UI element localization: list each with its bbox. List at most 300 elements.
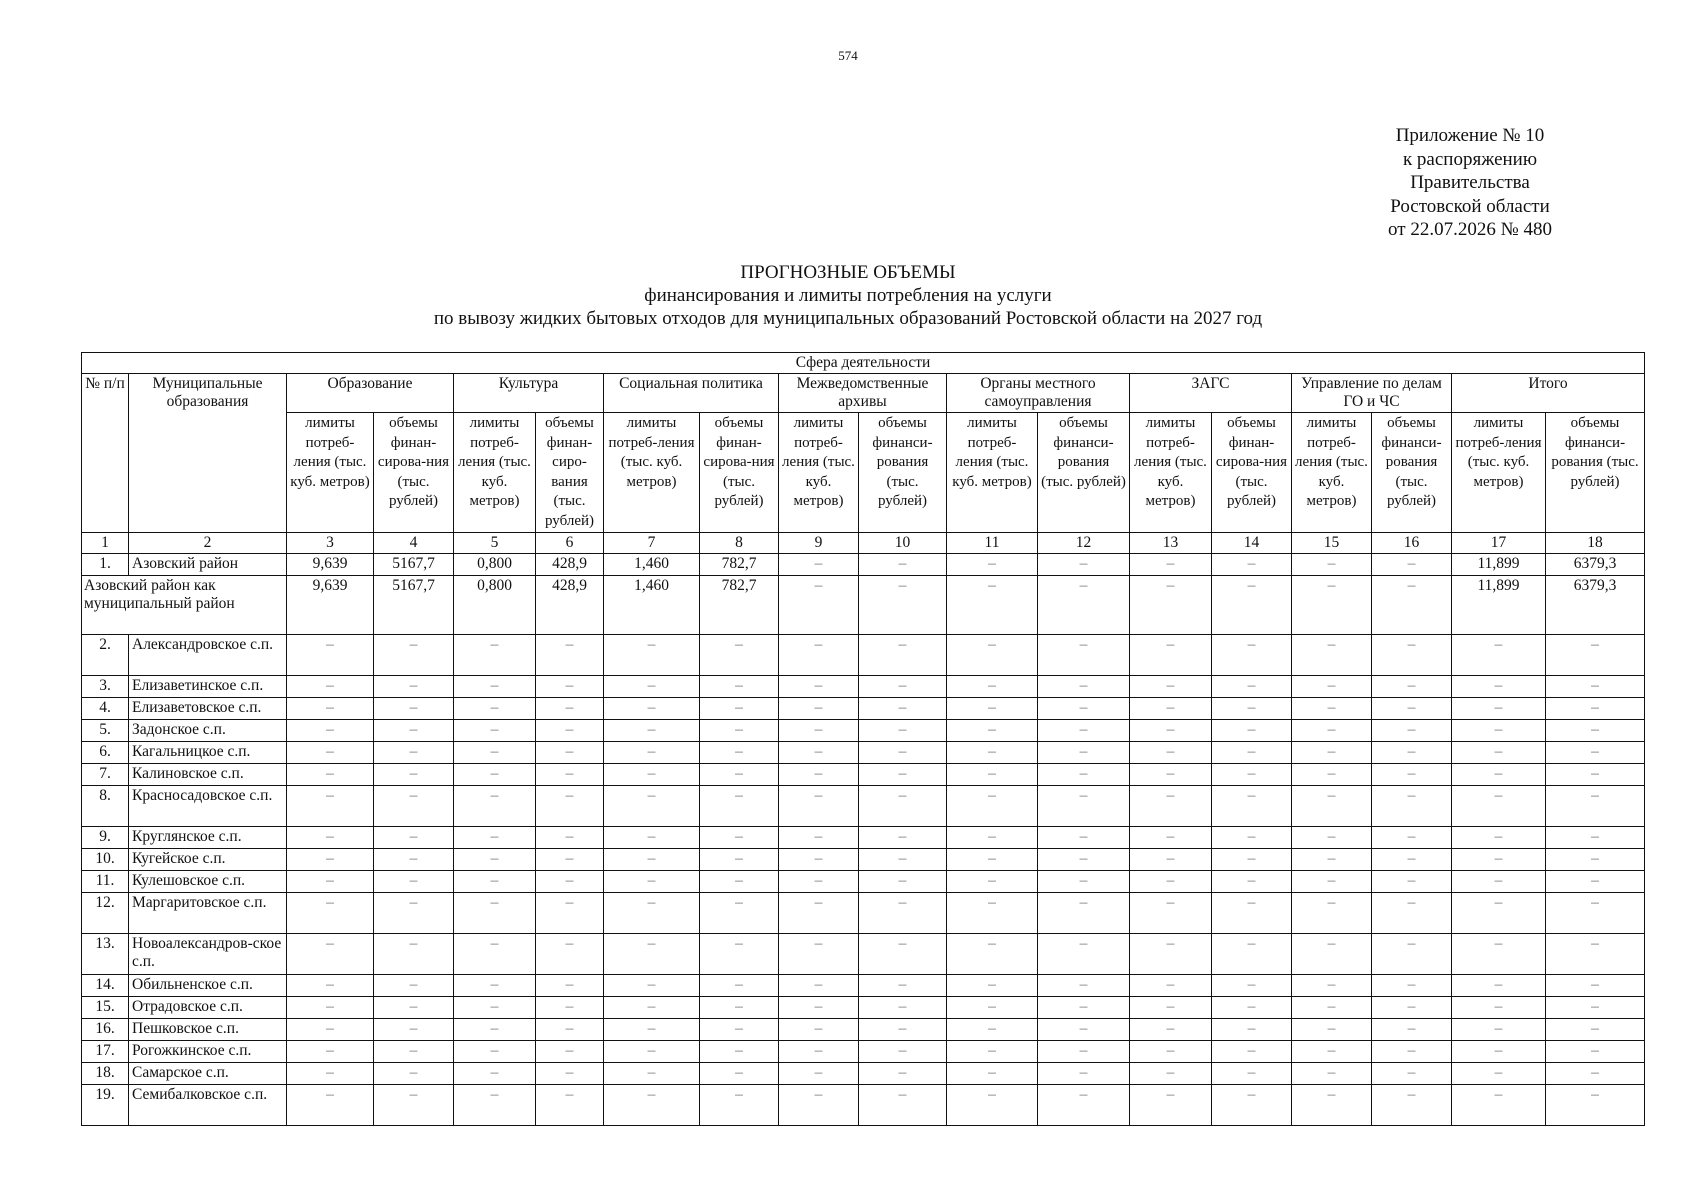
group-header: ЗАГС [1130, 374, 1292, 413]
value-cell: 428,9 [536, 576, 604, 635]
value-cell: – [1038, 934, 1130, 975]
value-cell: – [454, 786, 536, 827]
value-cell: 1,460 [604, 576, 700, 635]
value-cell: – [1212, 576, 1292, 635]
value-cell: – [1452, 1063, 1546, 1085]
appendix-line: Ростовской области [1390, 195, 1550, 217]
value-cell: – [700, 934, 779, 975]
value-cell: – [1212, 975, 1292, 997]
value-cell: – [536, 786, 604, 827]
value-cell: – [536, 720, 604, 742]
group-header: Органы местного самоуправления [947, 374, 1130, 413]
value-cell: – [1372, 635, 1452, 676]
value-cell: – [454, 871, 536, 893]
value-cell: – [947, 871, 1038, 893]
value-cell: – [779, 554, 859, 576]
value-cell: 6379,3 [1546, 554, 1645, 576]
table-row [82, 1019, 1645, 1041]
value-cell: 5167,7 [374, 554, 454, 576]
value-cell: – [779, 997, 859, 1019]
value-cell: – [1130, 742, 1212, 764]
value-cell: – [1130, 1085, 1212, 1126]
table-row [82, 742, 1645, 764]
value-cell: – [779, 1063, 859, 1085]
value-cell: – [1546, 786, 1645, 827]
value-cell: – [1038, 1041, 1130, 1063]
value-cell: – [1038, 742, 1130, 764]
value-cell: – [374, 1041, 454, 1063]
value-cell: – [700, 849, 779, 871]
appendix-note [1360, 124, 1580, 242]
value-cell: – [1212, 720, 1292, 742]
value-cell: – [1292, 975, 1372, 997]
value-cell: – [1130, 1063, 1212, 1085]
column-number-cell: 2 [129, 533, 287, 554]
value-cell: – [947, 1041, 1038, 1063]
column-number-cell: 6 [536, 533, 604, 554]
value-cell: – [779, 827, 859, 849]
value-cell: – [1372, 698, 1452, 720]
value-cell: – [287, 698, 374, 720]
value-cell: – [859, 676, 947, 698]
value-cell: – [1372, 576, 1452, 635]
value-cell: 782,7 [700, 576, 779, 635]
value-cell: – [1292, 698, 1372, 720]
subheader-cell: объемы финанси-рования (тыс. рублей) [1372, 413, 1452, 533]
value-cell: – [1130, 1019, 1212, 1041]
value-cell: – [536, 849, 604, 871]
value-cell: – [536, 934, 604, 975]
value-cell: – [1038, 764, 1130, 786]
value-cell: – [604, 698, 700, 720]
value-cell: – [1130, 786, 1212, 827]
municipality-name-cell: Кулешовское с.п. [129, 871, 287, 893]
value-cell: – [1452, 764, 1546, 786]
value-cell: – [1038, 698, 1130, 720]
value-cell: – [859, 554, 947, 576]
value-cell: – [374, 849, 454, 871]
value-cell: – [1130, 576, 1212, 635]
value-cell: – [1130, 827, 1212, 849]
value-cell: – [779, 1041, 859, 1063]
group-header: Межведомственные архивы [779, 374, 947, 413]
municipality-name-cell: Александровское с.п. [129, 635, 287, 676]
value-cell: – [1130, 1041, 1212, 1063]
column-number-cell: 11 [947, 533, 1038, 554]
value-cell: – [604, 934, 700, 975]
row-number-cell: 13. [82, 934, 129, 975]
value-cell: – [604, 764, 700, 786]
value-cell: – [1372, 764, 1452, 786]
value-cell: 1,460 [604, 554, 700, 576]
value-cell: – [1452, 742, 1546, 764]
value-cell: – [700, 742, 779, 764]
value-cell: – [374, 934, 454, 975]
value-cell: – [700, 871, 779, 893]
value-cell: – [1130, 871, 1212, 893]
value-cell: – [947, 742, 1038, 764]
value-cell: – [700, 893, 779, 934]
value-cell: – [604, 676, 700, 698]
value-cell: – [604, 975, 700, 997]
value-cell: – [1292, 554, 1372, 576]
table-row [82, 827, 1645, 849]
subheader-cell: лимиты потреб-ления (тыс. куб. метров) [1292, 413, 1372, 533]
value-cell: – [287, 786, 374, 827]
value-cell: – [454, 1085, 536, 1126]
column-number-cell: 4 [374, 533, 454, 554]
appendix-line: к распоряжению [1402, 148, 1538, 170]
value-cell: – [947, 635, 1038, 676]
value-cell: – [1452, 698, 1546, 720]
value-cell: – [1452, 635, 1546, 676]
value-cell: – [947, 1019, 1038, 1041]
row-number-cell: 3. [82, 676, 129, 698]
value-cell: – [1038, 893, 1130, 934]
value-cell: – [1130, 676, 1212, 698]
column-number-cell: 12 [1038, 533, 1130, 554]
title-line-1: ПРОГНОЗНЫЕ ОБЪЕМЫ [740, 262, 956, 283]
subheader-cell: объемы финан-сирова-ния (тыс. рублей) [1212, 413, 1292, 533]
municipality-name-cell: Обильненское с.п. [129, 975, 287, 997]
value-cell: – [1212, 1019, 1292, 1041]
value-cell: – [454, 827, 536, 849]
value-cell: – [536, 1019, 604, 1041]
value-cell: – [1292, 893, 1372, 934]
value-cell: – [1130, 764, 1212, 786]
value-cell: – [1130, 893, 1212, 934]
value-cell: – [1038, 975, 1130, 997]
value-cell: 428,9 [536, 554, 604, 576]
row-number-cell: 17. [82, 1041, 129, 1063]
value-cell: – [1212, 764, 1292, 786]
value-cell: – [1372, 554, 1452, 576]
value-cell: – [287, 676, 374, 698]
value-cell: – [779, 871, 859, 893]
row-number-cell: 9. [82, 827, 129, 849]
value-cell: – [700, 698, 779, 720]
value-cell: – [454, 742, 536, 764]
value-cell: – [1292, 635, 1372, 676]
value-cell: – [1212, 698, 1292, 720]
municipality-name-cell: Елизаветовское с.п. [129, 698, 287, 720]
row-number-cell: 14. [82, 975, 129, 997]
subheader-cell: объемы финанси-рования (тыс. рублей) [859, 413, 947, 533]
value-cell: – [454, 849, 536, 871]
table-row [82, 893, 1645, 934]
value-cell: – [1452, 934, 1546, 975]
value-cell: – [1372, 1063, 1452, 1085]
appendix-line: Приложение № 10 [1395, 125, 1545, 146]
table-row [82, 1085, 1645, 1126]
value-cell: – [779, 720, 859, 742]
value-cell: – [947, 827, 1038, 849]
value-cell: – [1130, 698, 1212, 720]
table-row [82, 676, 1645, 698]
value-cell: – [947, 849, 1038, 871]
appendix-line: от 22.07.2026 № 480 [1388, 219, 1552, 240]
column-number-cell: 7 [604, 533, 700, 554]
value-cell: – [947, 576, 1038, 635]
value-cell: – [859, 1063, 947, 1085]
table-row [82, 975, 1645, 997]
value-cell: – [1038, 720, 1130, 742]
value-cell: – [536, 893, 604, 934]
row-number-cell: 12. [82, 893, 129, 934]
value-cell: – [536, 871, 604, 893]
value-cell: – [1292, 764, 1372, 786]
row-number-cell: 18. [82, 1063, 129, 1085]
value-cell: – [1292, 676, 1372, 698]
value-cell: – [536, 764, 604, 786]
value-cell: – [1546, 1085, 1645, 1126]
value-cell: – [287, 720, 374, 742]
value-cell: – [1372, 871, 1452, 893]
value-cell: 6379,3 [1546, 576, 1645, 635]
value-cell: – [454, 1019, 536, 1041]
municipality-name-cell: Пешковское с.п. [129, 1019, 287, 1041]
value-cell: – [1452, 1019, 1546, 1041]
value-cell: – [287, 1019, 374, 1041]
municipality-name-cell: Елизаветинское с.п. [129, 676, 287, 698]
value-cell: – [947, 1085, 1038, 1126]
value-cell: – [287, 827, 374, 849]
value-cell: – [536, 1085, 604, 1126]
value-cell: – [859, 893, 947, 934]
value-cell: – [859, 786, 947, 827]
row-number-cell: 6. [82, 742, 129, 764]
value-cell: – [779, 576, 859, 635]
value-cell: – [947, 997, 1038, 1019]
document-title [0, 261, 1696, 330]
value-cell: – [1292, 849, 1372, 871]
value-cell: – [374, 871, 454, 893]
value-cell: – [1212, 635, 1292, 676]
row-number-cell: 16. [82, 1019, 129, 1041]
value-cell: – [604, 1063, 700, 1085]
table-row [82, 635, 1645, 676]
value-cell: – [1452, 849, 1546, 871]
subheader-cell: лимиты потреб-ления (тыс. куб. метров) [779, 413, 859, 533]
value-cell: – [1292, 742, 1372, 764]
value-cell: – [1546, 975, 1645, 997]
value-cell: – [536, 997, 604, 1019]
value-cell: – [1546, 635, 1645, 676]
value-cell: – [947, 554, 1038, 576]
value-cell: – [374, 1085, 454, 1126]
value-cell: – [454, 764, 536, 786]
value-cell: – [1212, 997, 1292, 1019]
financing-table [81, 352, 1645, 1126]
value-cell: – [287, 1041, 374, 1063]
value-cell: – [1452, 786, 1546, 827]
value-cell: – [454, 934, 536, 975]
subheader-cell: лимиты потреб-ления (тыс. куб. метров) [947, 413, 1038, 533]
value-cell: – [1292, 871, 1372, 893]
value-cell: – [700, 676, 779, 698]
value-cell: – [700, 827, 779, 849]
value-cell: – [1452, 893, 1546, 934]
value-cell: – [700, 635, 779, 676]
value-cell: – [700, 1041, 779, 1063]
value-cell: – [604, 997, 700, 1019]
table-row [82, 554, 1645, 576]
table-row [82, 871, 1645, 893]
value-cell: – [859, 997, 947, 1019]
municipality-name-cell: Рогожкинское с.п. [129, 1041, 287, 1063]
value-cell: – [1038, 871, 1130, 893]
value-cell: – [859, 827, 947, 849]
subheader-cell: лимиты потреб-ления (тыс. куб. метров) [287, 413, 374, 533]
subheader-cell: лимиты потреб-ления (тыс. куб. метров) [1130, 413, 1212, 533]
table-row [82, 934, 1645, 975]
value-cell: – [859, 871, 947, 893]
value-cell: 9,639 [287, 576, 374, 635]
municipality-name-cell: Задонское с.п. [129, 720, 287, 742]
subheader-cell: объемы финан-сирова-ния (тыс. рублей) [374, 413, 454, 533]
table-row [82, 997, 1645, 1019]
value-cell: – [1292, 720, 1372, 742]
value-cell: – [1038, 635, 1130, 676]
value-cell: – [287, 893, 374, 934]
value-cell: – [947, 1063, 1038, 1085]
subheader-cell: лимиты потреб-ления (тыс. куб. метров) [1452, 413, 1546, 533]
table-row [82, 849, 1645, 871]
value-cell: – [779, 764, 859, 786]
value-cell: – [1452, 720, 1546, 742]
value-cell: – [1038, 849, 1130, 871]
value-cell: – [454, 1041, 536, 1063]
municipality-name-cell: Красносадовское с.п. [129, 786, 287, 827]
value-cell: – [779, 1085, 859, 1126]
value-cell: – [700, 975, 779, 997]
value-cell: – [1546, 1041, 1645, 1063]
column-number-cell: 14 [1212, 533, 1292, 554]
value-cell: – [700, 1085, 779, 1126]
value-cell: – [536, 635, 604, 676]
value-cell: – [604, 742, 700, 764]
row-number-cell: 7. [82, 764, 129, 786]
value-cell: – [287, 764, 374, 786]
value-cell: – [604, 720, 700, 742]
value-cell: – [1292, 576, 1372, 635]
value-cell: – [374, 893, 454, 934]
value-cell: – [604, 849, 700, 871]
municipality-name-cell: Самарское с.п. [129, 1063, 287, 1085]
value-cell: – [1292, 934, 1372, 975]
value-cell: – [1292, 827, 1372, 849]
value-cell: – [454, 635, 536, 676]
value-cell: – [1292, 1041, 1372, 1063]
column-number-cell: 8 [700, 533, 779, 554]
value-cell: – [1546, 764, 1645, 786]
value-cell: – [859, 1019, 947, 1041]
value-cell: – [454, 1063, 536, 1085]
value-cell: – [287, 635, 374, 676]
value-cell: – [1372, 1019, 1452, 1041]
value-cell: – [1212, 742, 1292, 764]
value-cell: – [1212, 676, 1292, 698]
value-cell: – [374, 764, 454, 786]
value-cell: – [779, 742, 859, 764]
value-cell: – [374, 742, 454, 764]
value-cell: – [1038, 576, 1130, 635]
value-cell: – [1292, 1085, 1372, 1126]
value-cell: – [859, 720, 947, 742]
table-row [82, 1063, 1645, 1085]
table-row [82, 764, 1645, 786]
table-row [82, 720, 1645, 742]
value-cell: – [779, 975, 859, 997]
value-cell: – [859, 764, 947, 786]
value-cell: – [604, 635, 700, 676]
municipality-name-cell: Круглянское с.п. [129, 827, 287, 849]
row-number-cell: 15. [82, 997, 129, 1019]
municipality-name-cell: Отрадовское с.п. [129, 997, 287, 1019]
value-cell: – [454, 893, 536, 934]
column-number-cell: 9 [779, 533, 859, 554]
page-number: 574 [838, 48, 858, 63]
row-number-cell: 1. [82, 554, 129, 576]
value-cell: – [287, 1085, 374, 1126]
value-cell: – [604, 871, 700, 893]
value-cell: – [1372, 1085, 1452, 1126]
value-cell: – [779, 698, 859, 720]
value-cell: – [779, 676, 859, 698]
group-header: Культура [454, 374, 604, 413]
value-cell: 0,800 [454, 576, 536, 635]
value-cell: – [1212, 1063, 1292, 1085]
column-number-cell: 13 [1130, 533, 1212, 554]
value-cell: – [374, 720, 454, 742]
value-cell: – [1546, 676, 1645, 698]
value-cell: – [287, 997, 374, 1019]
value-cell: – [1546, 871, 1645, 893]
column-number-cell: 10 [859, 533, 947, 554]
value-cell: – [859, 698, 947, 720]
value-cell: – [1038, 1085, 1130, 1126]
value-cell: – [1130, 975, 1212, 997]
value-cell: 11,899 [1452, 576, 1546, 635]
value-cell: – [287, 849, 374, 871]
value-cell: – [536, 827, 604, 849]
row-number-cell: 11. [82, 871, 129, 893]
value-cell: – [454, 997, 536, 1019]
value-cell: – [1292, 786, 1372, 827]
value-cell: – [536, 1041, 604, 1063]
value-cell: – [1546, 742, 1645, 764]
value-cell: – [1546, 1063, 1645, 1085]
value-cell: – [1546, 720, 1645, 742]
value-cell: 782,7 [700, 554, 779, 576]
value-cell: – [1292, 1063, 1372, 1085]
value-cell: – [1546, 934, 1645, 975]
value-cell: – [374, 676, 454, 698]
municipality-name-cell: Новоалександров-ское с.п. [129, 934, 287, 975]
value-cell: – [604, 1085, 700, 1126]
group-header: Управление по делам ГО и ЧС [1292, 374, 1452, 413]
table-row [82, 1041, 1645, 1063]
value-cell: – [947, 720, 1038, 742]
value-cell: – [604, 786, 700, 827]
value-cell: – [1038, 786, 1130, 827]
value-cell: – [374, 997, 454, 1019]
value-cell: – [287, 975, 374, 997]
municipality-name-cell: Азовский район как муниципальный район [82, 576, 287, 635]
value-cell: – [1372, 786, 1452, 827]
column-number-cell: 3 [287, 533, 374, 554]
value-cell: – [779, 786, 859, 827]
